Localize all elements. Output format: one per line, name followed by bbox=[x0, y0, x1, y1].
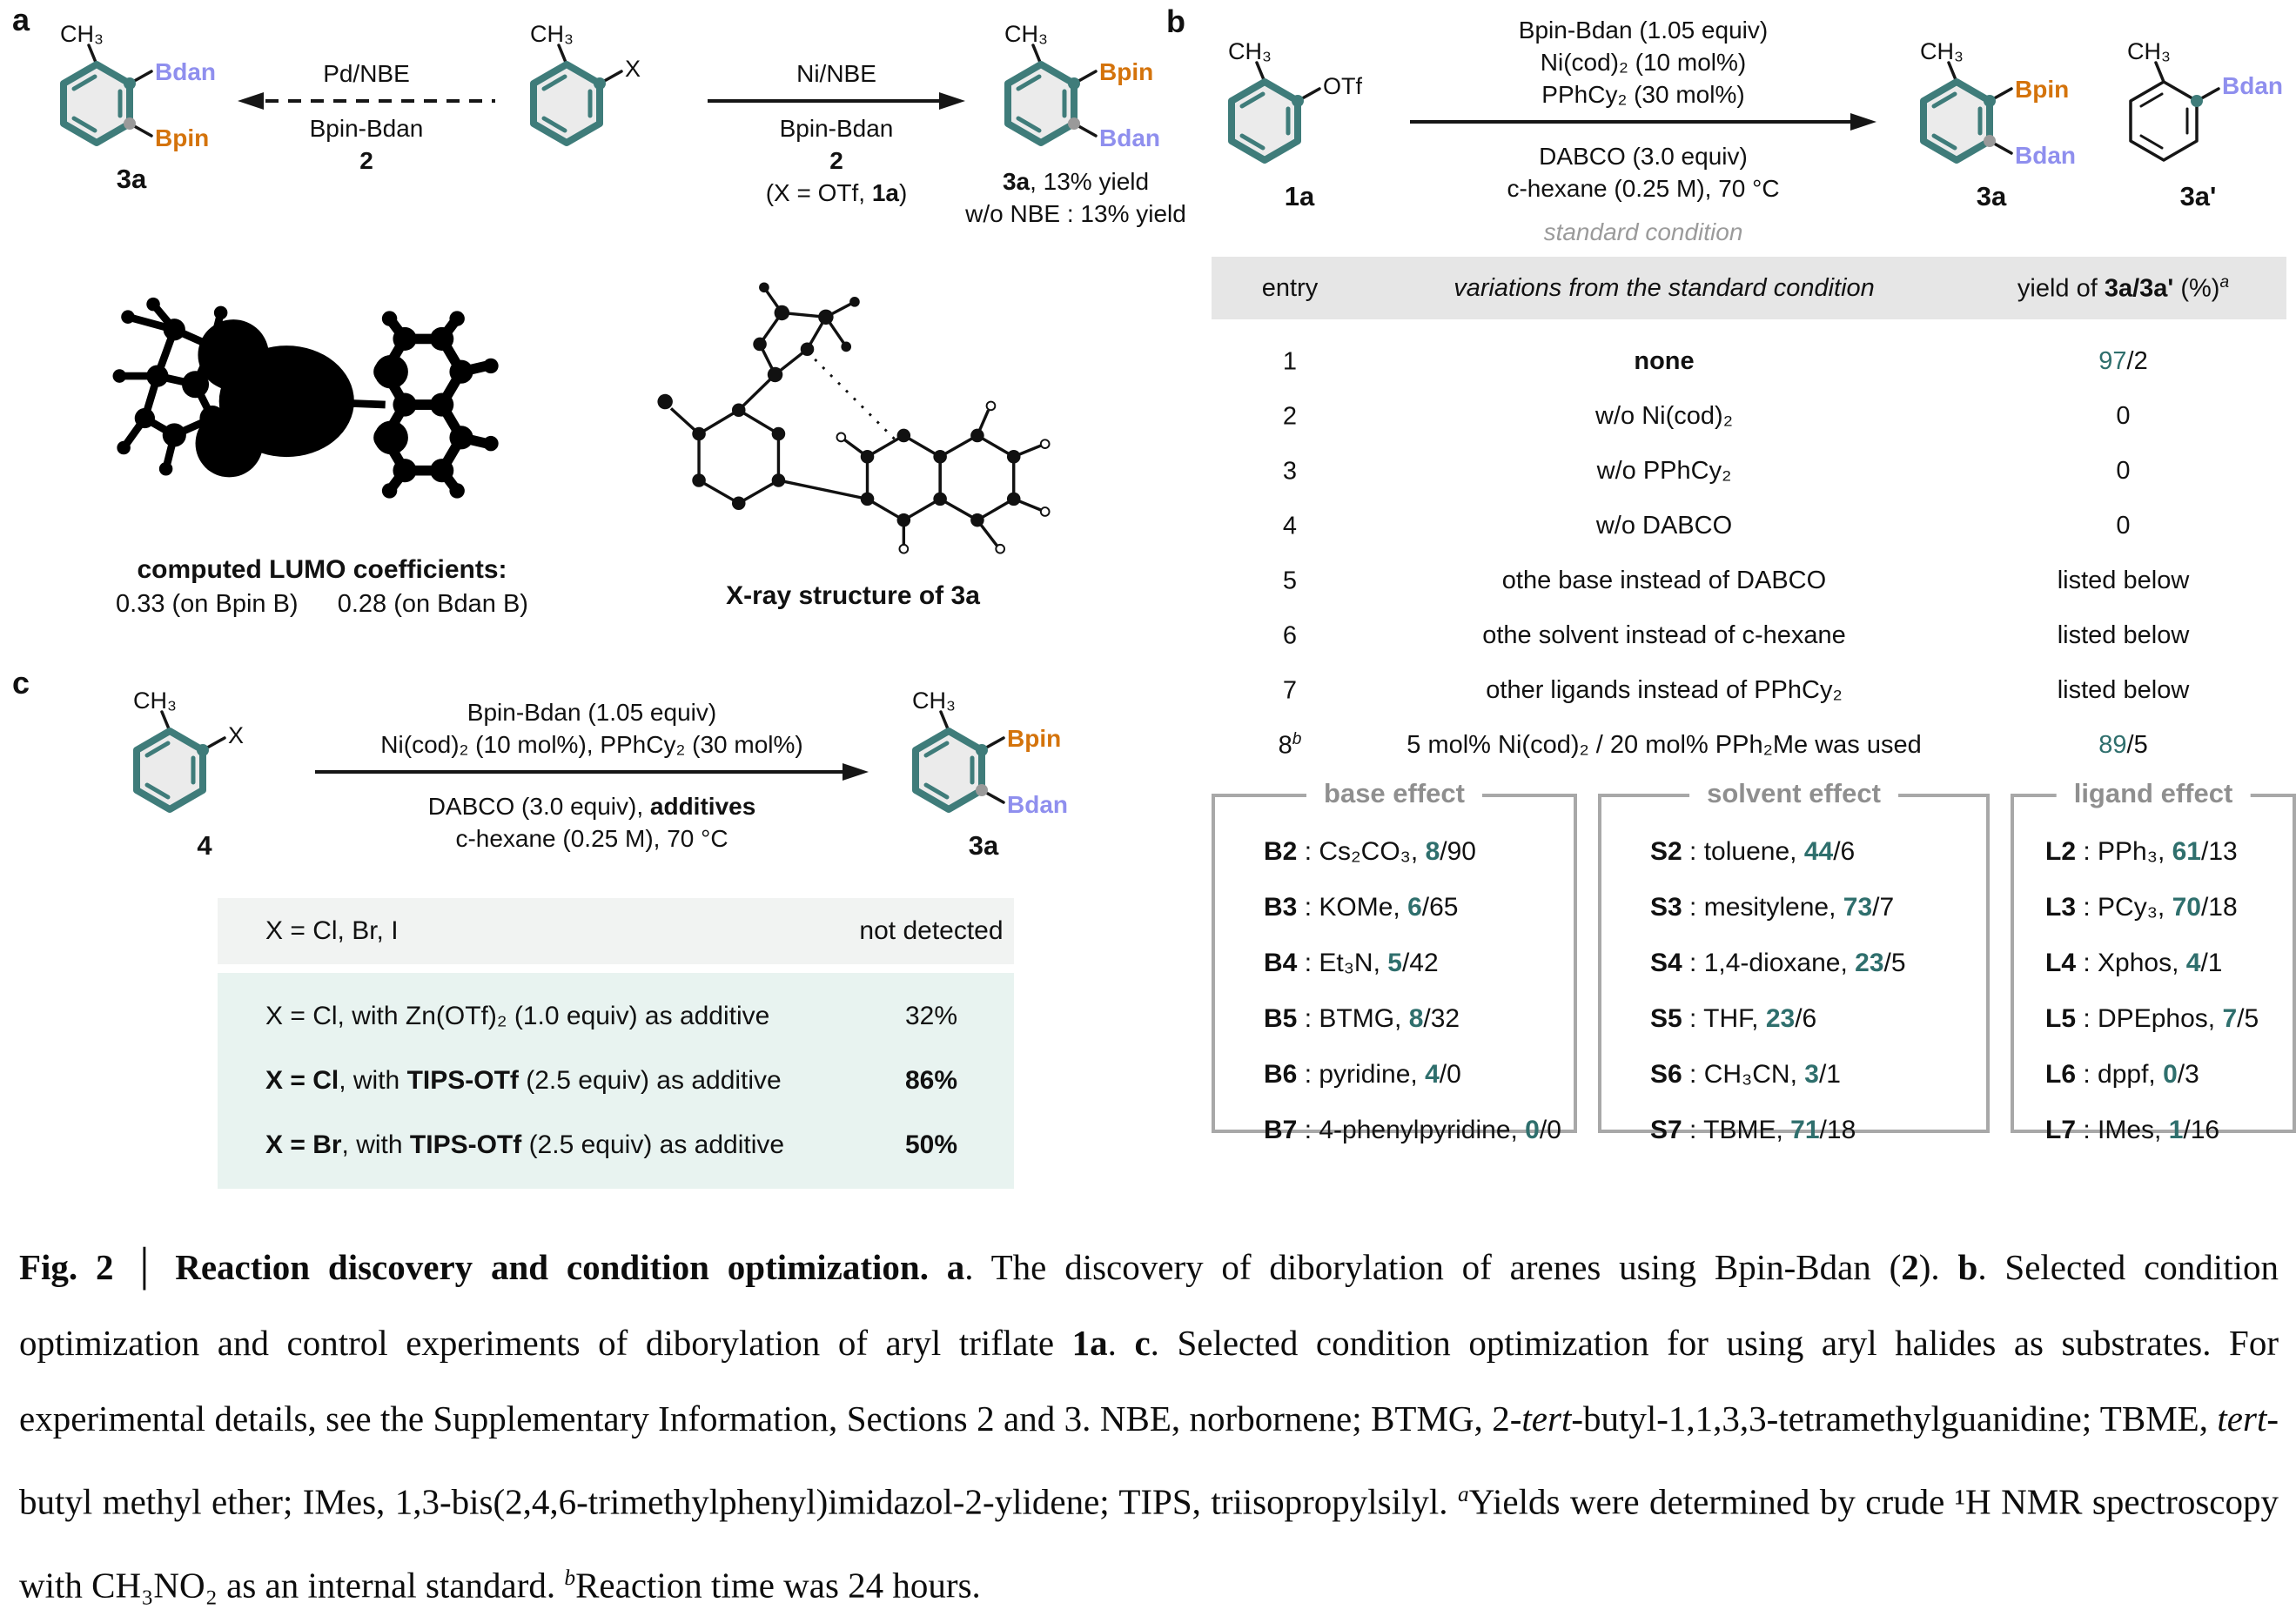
entry-cell: 4 bbox=[1212, 511, 1368, 541]
box-items bbox=[1601, 797, 1986, 1145]
arrow-text: Ni(cod)₂ (10 mol%), PPhCy₂ (30 mol%) bbox=[380, 728, 802, 761]
lumo-caption-title: computed LUMO coefficients: bbox=[137, 555, 507, 585]
table-highlight-block bbox=[218, 973, 1014, 1189]
xray-block bbox=[592, 266, 1114, 611]
ch3-label: CH₃ bbox=[2127, 40, 2171, 64]
arrow-text: Ni(cod)₂ (10 mol%) bbox=[1541, 46, 1746, 78]
effect-boxes bbox=[1212, 794, 2296, 1133]
standard-condition-arrow-block bbox=[1400, 14, 1887, 246]
structure-name: 3a bbox=[969, 830, 998, 862]
ch3-label: CH₃ bbox=[1004, 23, 1048, 47]
yield-cell: listed below bbox=[1960, 676, 2286, 705]
ch3-label: CH₃ bbox=[1920, 40, 1964, 64]
entry-cell: 8$^b$ bbox=[1212, 730, 1368, 761]
panel-c-arrow-block bbox=[305, 696, 879, 855]
bpin-label: Bpin bbox=[155, 124, 209, 151]
table-row bbox=[1212, 395, 2286, 437]
condition-cell: X = Cl, with Zn(OTf)₂ (1.0 equiv) as additive bbox=[265, 1002, 801, 1031]
entry-cell: 6 bbox=[1212, 620, 1368, 651]
pd-nbe-arrow-block bbox=[232, 57, 501, 177]
condition-cell: X = Br, with TIPS-OTf (2.5 equiv) as additive bbox=[265, 1130, 801, 1160]
arrow-text: Bpin-Bdan (1.05 equiv) bbox=[467, 696, 716, 728]
yield-cell: 0 bbox=[1960, 457, 2286, 486]
box-title: base effect bbox=[1306, 778, 1482, 809]
list-item: L4 : Xphos, 4/1 bbox=[2045, 949, 2293, 978]
panel-c bbox=[0, 660, 1158, 1190]
benzene-ring-diagram bbox=[104, 689, 305, 828]
panel-a bbox=[0, 0, 1158, 660]
arrow-text: Bpin-Bdan bbox=[780, 112, 894, 144]
entry-cell: 7 bbox=[1212, 675, 1368, 706]
yield-lines bbox=[965, 165, 1186, 230]
caption-segment: Reaction time was 24 hours. bbox=[575, 1565, 981, 1605]
bdan-label: Bdan bbox=[1007, 791, 1068, 818]
result-cell: 32% bbox=[801, 1002, 1062, 1031]
box-title: solvent effect bbox=[1689, 778, 1898, 809]
bdan-label: Bdan bbox=[2222, 72, 2283, 99]
table-row bbox=[1212, 505, 2286, 547]
table-row bbox=[1212, 724, 2286, 766]
table-row bbox=[218, 898, 1014, 964]
yield-line-2: w/o NBE : 13% yield bbox=[965, 198, 1186, 230]
structure-name: 3a bbox=[1977, 181, 2006, 212]
structure-4 bbox=[104, 689, 305, 862]
right-arrow bbox=[706, 90, 967, 112]
benzene-ring-diagram bbox=[976, 23, 1176, 162]
result-cell: 50% bbox=[801, 1130, 1062, 1160]
arrow-text: Bpin-Bdan bbox=[310, 112, 424, 144]
structure-3a-left bbox=[31, 23, 232, 195]
panel-b bbox=[1158, 0, 2296, 1188]
arrow-text: Pd/NBE bbox=[323, 57, 410, 90]
arrow-text-bold: 2 bbox=[829, 144, 843, 177]
benzene-ring-diagram bbox=[1891, 40, 2091, 179]
ch3-label: CH₃ bbox=[530, 23, 574, 47]
caption-segment: ). bbox=[1919, 1247, 1958, 1287]
arrow-text: DABCO (3.0 equiv) bbox=[1539, 140, 1748, 172]
list-item: L3 : PCy₃, 70/18 bbox=[2045, 893, 2293, 922]
arrow-text-bold: 2 bbox=[359, 144, 373, 177]
xray-caption: X-ray structure of 3a bbox=[726, 581, 980, 611]
list-item: S4 : 1,4-dioxane, 23/5 bbox=[1650, 949, 1986, 978]
lumo-block bbox=[52, 266, 592, 619]
caption-segment: . Selected condition optimization for using aryl halides as substrates. For experimental details, see the Supplementary Information, Sections 2 and 3. NBE, norbornene; BTMG, 2- bbox=[19, 1323, 2279, 1439]
list-item: S6 : CH₃CN, 3/1 bbox=[1650, 1060, 1986, 1090]
variation-cell: 5 mol% Ni(cod)₂ / 20 mol% PPh₂Me was used bbox=[1368, 731, 1960, 760]
caption-segment: c bbox=[1134, 1323, 1150, 1363]
bdan-label: Bdan bbox=[1099, 124, 1160, 151]
bpin-label: Bpin bbox=[1099, 58, 1153, 85]
ch3-label: CH₃ bbox=[1228, 40, 1272, 64]
table-row bbox=[1212, 669, 2286, 711]
base-effect-box bbox=[1212, 794, 1577, 1133]
right-arrow bbox=[1408, 111, 1878, 133]
condition-cell: X = Cl, with TIPS-OTf (2.5 equiv) as additive bbox=[265, 1066, 801, 1096]
panel-a-images bbox=[52, 266, 1158, 619]
result-cell: 86% bbox=[801, 1066, 1062, 1096]
header-variations: variations from the standard condition bbox=[1368, 274, 1960, 303]
list-item: L5 : DPEphos, 7/5 bbox=[2045, 1004, 2293, 1034]
variation-cell: w/o DABCO bbox=[1368, 512, 1960, 540]
variation-cell: w/o Ni(cod)₂ bbox=[1368, 402, 1960, 431]
list-item: B7 : 4-phenylpyridine, 0/0 bbox=[1264, 1116, 1574, 1145]
list-item: S2 : toluene, 44/6 bbox=[1650, 837, 1986, 867]
entry-cell: 5 bbox=[1212, 566, 1368, 596]
solvent-effect-box bbox=[1598, 794, 1990, 1133]
table-header-row bbox=[1212, 257, 2286, 319]
panel-b-label: b bbox=[1166, 3, 1185, 40]
variation-cell: othe solvent instead of c-hexane bbox=[1368, 621, 1960, 650]
structure-3a-right bbox=[971, 23, 1180, 230]
condition-cell: X = Cl, Br, I bbox=[265, 916, 801, 946]
list-item: S3 : mesitylene, 73/7 bbox=[1650, 893, 1986, 922]
table-row bbox=[1212, 340, 2286, 382]
ch3-label: CH₃ bbox=[912, 689, 956, 714]
bpin-label: Bpin bbox=[2015, 76, 2069, 103]
caption-segment: 1a bbox=[1072, 1323, 1108, 1363]
variation-cell: other ligands instead of PPhCy₂ bbox=[1368, 676, 1960, 705]
ch3-label: CH₃ bbox=[60, 23, 104, 47]
table-row bbox=[218, 985, 1014, 1048]
panel-c-label: c bbox=[12, 665, 30, 701]
caption-segment: Fig. 2 │ Reaction discovery and condition optimization. a bbox=[19, 1247, 964, 1287]
box-title: ligand effect bbox=[2057, 778, 2251, 809]
caption-segment: tert bbox=[1521, 1398, 1571, 1439]
benzene-ring-diagram bbox=[2098, 40, 2296, 179]
panel-b-scheme bbox=[1199, 0, 2296, 246]
structure-3a-prime bbox=[2096, 40, 2296, 212]
arrow-text: DABCO (3.0 equiv), additives bbox=[428, 790, 756, 822]
entry-cell: 1 bbox=[1212, 346, 1368, 377]
table-row bbox=[1212, 560, 2286, 601]
figure-caption bbox=[19, 1230, 2279, 1623]
caption-segment: a bbox=[1458, 1482, 1469, 1506]
variation-cell: w/o PPhCy₂ bbox=[1368, 457, 1960, 486]
list-item: B5 : BTMG, 8/32 bbox=[1264, 1004, 1574, 1034]
caption-segment: -butyl methyl ether; IMes, 1,3-bis(2,4,6-trimethylphenyl)imidazol-2-ylidene; TIPS, triisopropylsilyl. bbox=[19, 1398, 2279, 1522]
yield-cell: 0 bbox=[1960, 512, 2286, 540]
structure-name: 4 bbox=[197, 830, 211, 862]
header-entry: entry bbox=[1212, 274, 1368, 303]
table-row bbox=[1212, 614, 2286, 656]
caption-segment: . The discovery of diborylation of arenes using Bpin-Bdan ( bbox=[964, 1247, 1901, 1287]
list-item: B3 : KOMe, 6/65 bbox=[1264, 893, 1574, 922]
list-item: B2 : Cs₂CO₃, 8/90 bbox=[1264, 837, 1574, 867]
table-row bbox=[218, 1050, 1014, 1112]
structure-name: 3a bbox=[117, 164, 146, 195]
bdan-label: Bdan bbox=[2015, 142, 2076, 169]
panel-c-scheme bbox=[104, 689, 1158, 862]
result-cell: not detected bbox=[801, 916, 1062, 946]
arrow-text: c-hexane (0.25 M), 70 °C bbox=[455, 822, 728, 855]
ni-nbe-arrow-block bbox=[702, 57, 971, 209]
caption-segment: 2 bbox=[1901, 1247, 1919, 1287]
left-dashed-arrow bbox=[236, 90, 497, 112]
panel-a-label: a bbox=[12, 2, 30, 38]
lumo-structure-image bbox=[87, 266, 557, 545]
structure-substrate-x bbox=[501, 23, 702, 162]
arrow-text: PPhCy₂ (30 mol%) bbox=[1541, 78, 1744, 111]
header-yield: yield of 3a/3a' (%)$^a$ bbox=[1960, 273, 2286, 304]
variation-cell: none bbox=[1368, 347, 1960, 376]
caption-segment: -butyl-1,1,3,3-tetramethylguanidine; TBME, bbox=[1571, 1398, 2217, 1439]
lumo-caption-values: 0.33 (on Bpin B) 0.28 (on Bdan B) bbox=[116, 590, 528, 619]
structure-name: 3a' bbox=[2180, 181, 2217, 212]
xray-structure-image bbox=[618, 266, 1088, 571]
structure-3a bbox=[1887, 40, 2096, 212]
list-item: S7 : TBME, 71/18 bbox=[1650, 1116, 1986, 1145]
ch3-label: CH₃ bbox=[133, 689, 177, 714]
right-arrow bbox=[313, 761, 870, 783]
yield-cell: listed below bbox=[1960, 621, 2286, 650]
arrow-text: Bpin-Bdan (1.05 equiv) bbox=[1519, 14, 1768, 46]
list-item: S5 : THF, 23/6 bbox=[1650, 1004, 1986, 1034]
table-body bbox=[1212, 340, 2286, 766]
yield-cell: 89/5 bbox=[1960, 731, 2286, 760]
x-label: X bbox=[625, 56, 641, 82]
bpin-label: Bpin bbox=[1007, 725, 1061, 752]
caption-segment: tert bbox=[2217, 1398, 2266, 1439]
additives-table bbox=[218, 898, 1014, 1189]
x-label: X bbox=[228, 722, 244, 748]
caption-segment: . bbox=[1108, 1323, 1135, 1363]
structure-3a bbox=[879, 689, 1088, 862]
structure-1a bbox=[1199, 40, 1400, 212]
table-row bbox=[1212, 450, 2286, 492]
variation-cell: othe base instead of DABCO bbox=[1368, 567, 1960, 595]
caption-segment: b bbox=[1958, 1247, 1978, 1287]
box-items bbox=[1215, 797, 1574, 1145]
panel-a-scheme bbox=[31, 23, 1158, 230]
arrow-text: (X = OTf, 1a) bbox=[766, 177, 908, 209]
list-item: B4 : Et₃N, 5/42 bbox=[1264, 949, 1574, 978]
benzene-ring-diagram bbox=[1199, 40, 1400, 179]
yield-cell: listed below bbox=[1960, 567, 2286, 595]
arrow-text: c-hexane (0.25 M), 70 °C bbox=[1507, 172, 1779, 205]
standard-condition-note: standard condition bbox=[1544, 218, 1743, 246]
yield-cell: 97/2 bbox=[1960, 347, 2286, 376]
entry-cell: 3 bbox=[1212, 456, 1368, 486]
benzene-ring-diagram bbox=[501, 23, 702, 162]
yield-cell: 0 bbox=[1960, 402, 2286, 431]
table-row bbox=[218, 1114, 1014, 1177]
bdan-label: Bdan bbox=[155, 58, 216, 85]
list-item: L2 : PPh₃, 61/13 bbox=[2045, 837, 2293, 867]
optimization-table bbox=[1212, 257, 2286, 766]
otf-label: OTf bbox=[1323, 73, 1362, 99]
entry-cell: 2 bbox=[1212, 401, 1368, 432]
yield-line-1: 3a, 13% yield bbox=[965, 165, 1186, 198]
structure-name: 1a bbox=[1285, 181, 1314, 212]
list-item: B6 : pyridine, 4/0 bbox=[1264, 1060, 1574, 1090]
list-item: L6 : dppf, 0/3 bbox=[2045, 1060, 2293, 1090]
caption-segment: Yields were determined by crude ¹H NMR spectroscopy with CH₃NO₂ as an internal standard. bbox=[19, 1482, 2279, 1606]
benzene-ring-diagram bbox=[883, 689, 1084, 828]
ligand-effect-box bbox=[2011, 794, 2296, 1133]
arrow-text: Ni/NBE bbox=[796, 57, 876, 90]
caption-segment: b bbox=[564, 1566, 575, 1590]
benzene-ring-diagram bbox=[31, 23, 232, 162]
box-items bbox=[2014, 797, 2293, 1145]
caption-segment: . Selected condition optimization and control experiments of diborylation of aryl triflate bbox=[19, 1247, 2279, 1363]
list-item: L7 : IMes, 1/16 bbox=[2045, 1116, 2293, 1145]
